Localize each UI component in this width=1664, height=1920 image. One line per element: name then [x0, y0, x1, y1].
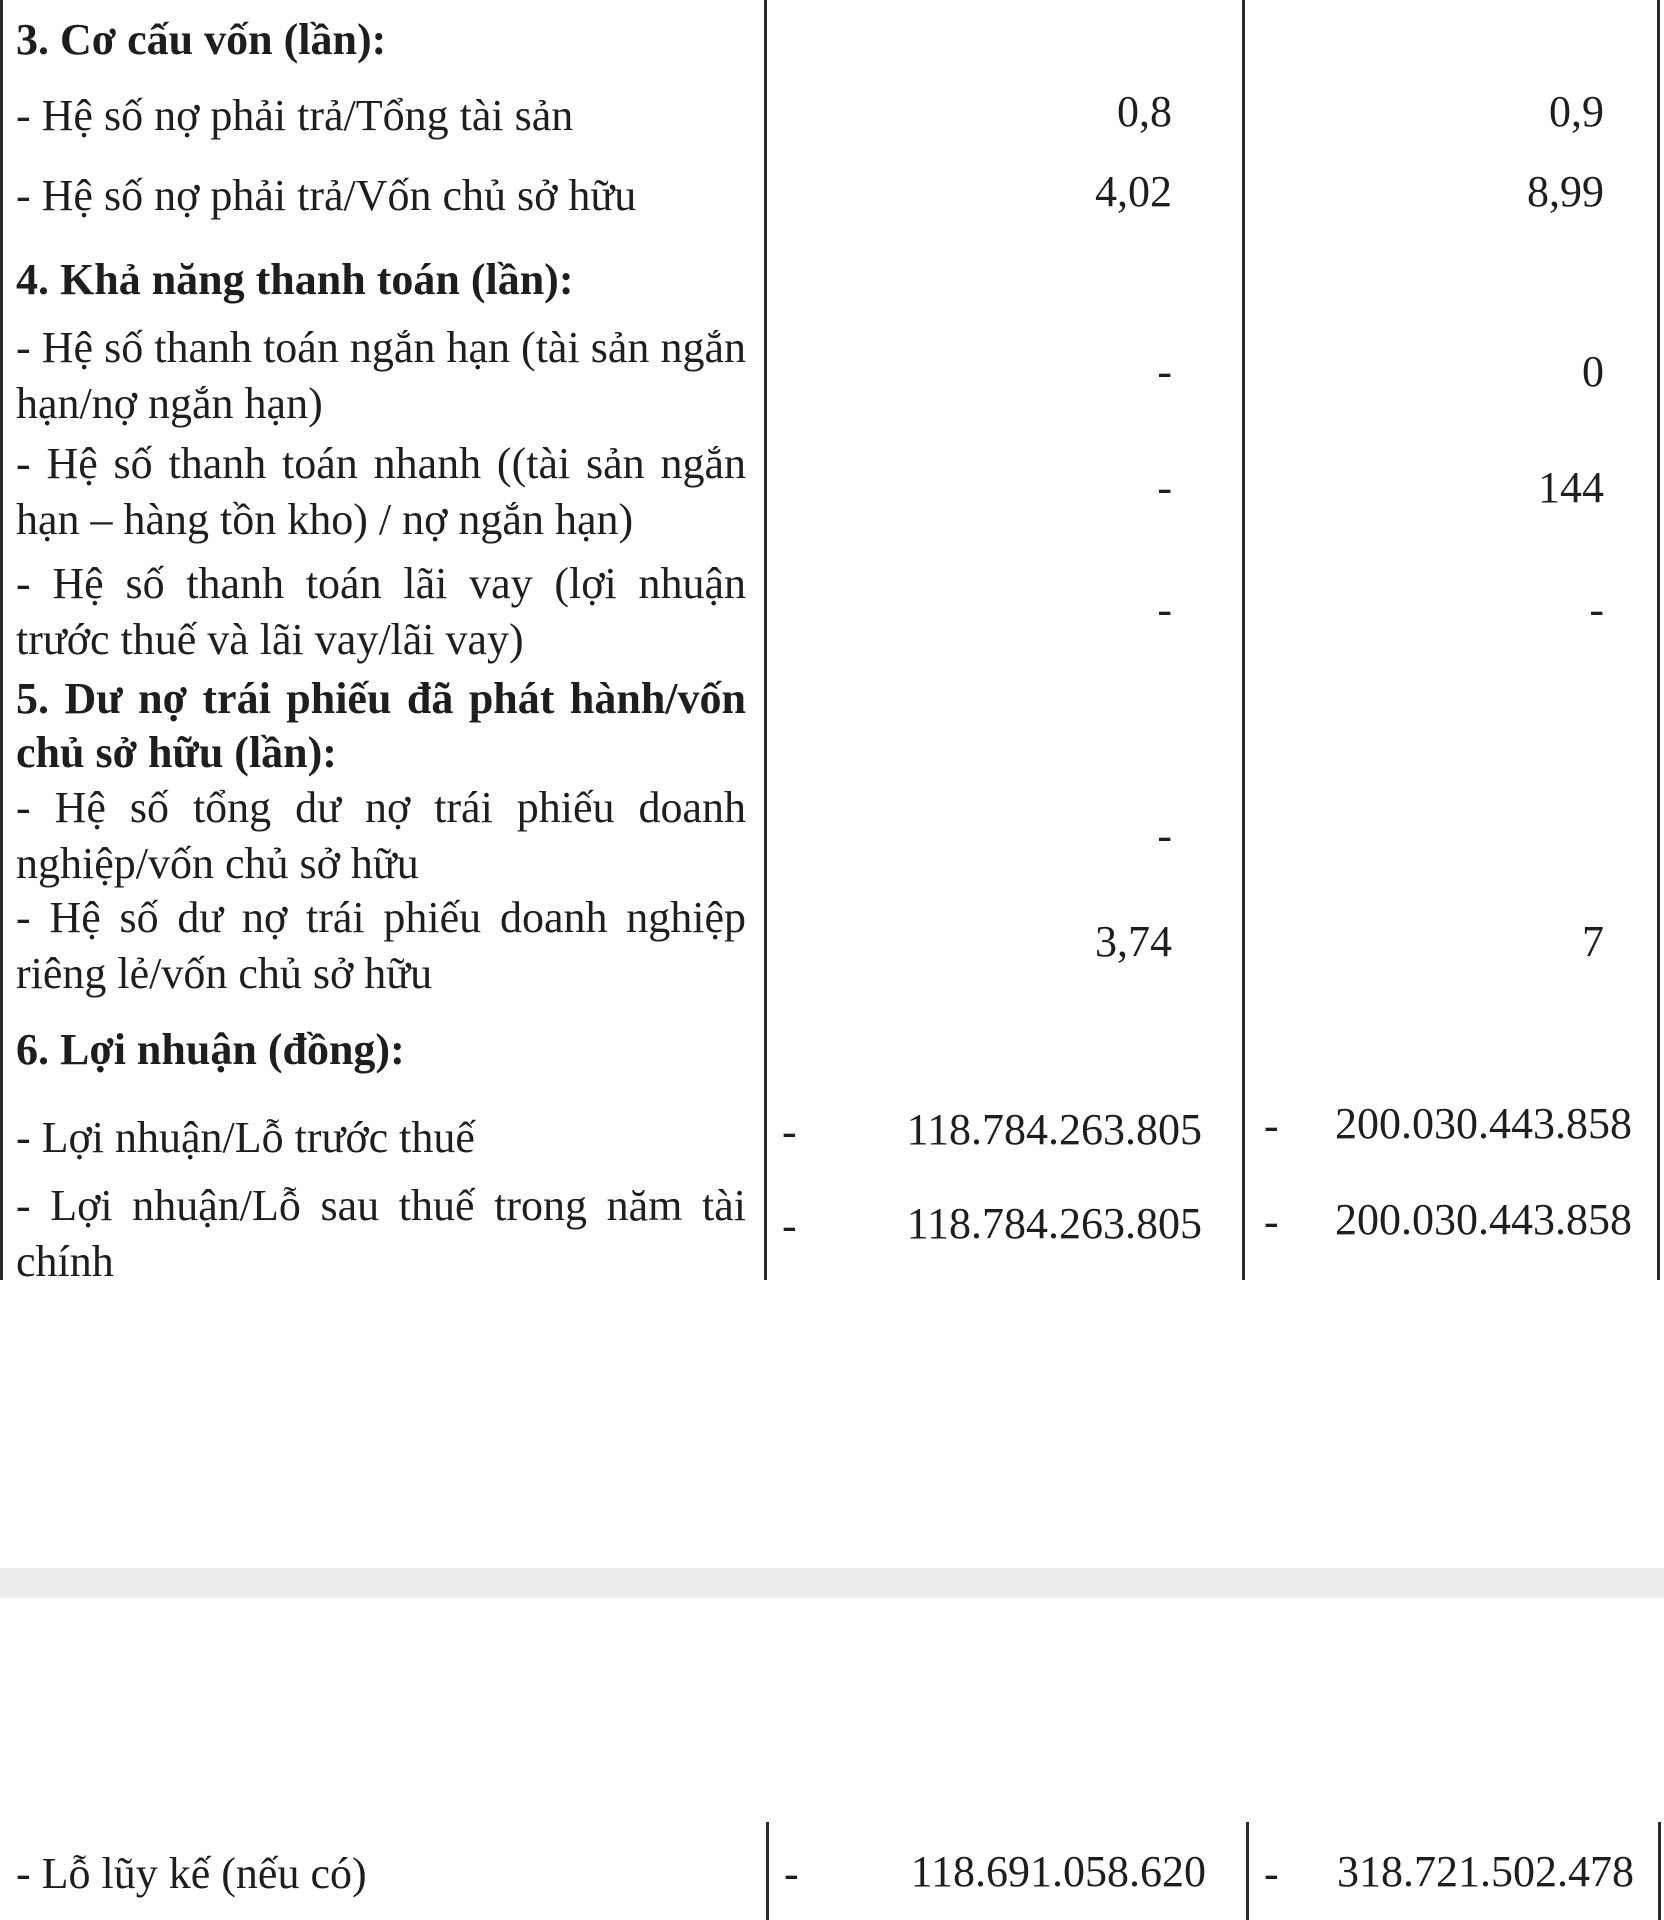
value-cell: 118.784.263.805: [906, 1199, 1202, 1248]
section-6-title: 6. Lợi nhuận (đồng):: [16, 1025, 405, 1074]
negative-sign: -: [1264, 1197, 1279, 1246]
section-3-title: 3. Cơ cấu vốn (lần):: [16, 15, 387, 64]
page-separator: [0, 1568, 1664, 1598]
value-cell: -: [1157, 463, 1172, 512]
row-label: - Hệ số thanh toán ngắn hạn (tài sản ngắn hạn/nợ ngắn hạn): [16, 323, 746, 428]
table-border-right: [1658, 1822, 1661, 1920]
column-divider-1: [766, 1822, 769, 1920]
value-cell: 0,8: [1117, 87, 1172, 136]
row-label: - Hệ số nợ phải trả/Vốn chủ sở hữu: [16, 171, 637, 220]
table-border-left: [0, 0, 3, 1280]
negative-sign: -: [782, 1107, 797, 1156]
value-cell: 118.691.058.620: [910, 1847, 1206, 1896]
row-label: - Lợi nhuận/Lỗ trước thuế: [16, 1113, 475, 1162]
value-cell: 144: [1538, 463, 1604, 512]
column-divider-2: [1246, 1822, 1249, 1920]
value-cell: 8,99: [1527, 167, 1604, 216]
row-label: - Hệ số thanh toán nhanh ((tài sản ngắn hạn – hàng tồn kho) / nợ ngắn hạn): [16, 439, 746, 544]
value-cell: -: [1157, 585, 1172, 634]
negative-sign: -: [1264, 1101, 1279, 1150]
column-divider-1: [764, 0, 767, 1280]
value-cell: 200.030.443.858: [1335, 1099, 1632, 1148]
column-divider-2: [1242, 0, 1245, 1280]
value-cell: 3,74: [1095, 917, 1172, 966]
value-cell: 0: [1582, 347, 1604, 396]
value-cell: 7: [1582, 917, 1604, 966]
value-cell: 0,9: [1549, 87, 1604, 136]
negative-sign: -: [1264, 1849, 1279, 1898]
row-label: - Hệ số tổng dư nợ trái phiếu doanh nghiệp/vốn chủ sở hữu: [16, 783, 746, 888]
row-label: - Lỗ lũy kế (nếu có): [16, 1849, 367, 1898]
section-4-title: 4. Khả năng thanh toán (lần):: [16, 255, 574, 304]
value-cell: 118.784.263.805: [906, 1105, 1202, 1154]
value-cell: 200.030.443.858: [1335, 1195, 1632, 1244]
value-cell: -: [1589, 585, 1604, 634]
row-label: - Hệ số thanh toán lãi vay (lợi nhuận trước thuế và lãi vay/lãi vay): [16, 559, 746, 664]
value-cell: 4,02: [1095, 167, 1172, 216]
row-label: - Lợi nhuận/Lỗ sau thuế trong năm tài chính: [16, 1181, 746, 1286]
row-label: - Hệ số nợ phải trả/Tổng tài sản: [16, 91, 574, 140]
negative-sign: -: [784, 1849, 799, 1898]
value-cell: 318.721.502.478: [1337, 1847, 1634, 1896]
table-border-right: [1657, 0, 1660, 1280]
value-cell: -: [1157, 347, 1172, 396]
section-5-title: 5. Dư nợ trái phiếu đã phát hành/vốn chủ sở hữu (lần):: [16, 674, 746, 777]
value-cell: -: [1157, 811, 1172, 860]
negative-sign: -: [782, 1201, 797, 1250]
row-label: - Hệ số dư nợ trái phiếu doanh nghiệp riêng lẻ/vốn chủ sở hữu: [16, 893, 746, 998]
